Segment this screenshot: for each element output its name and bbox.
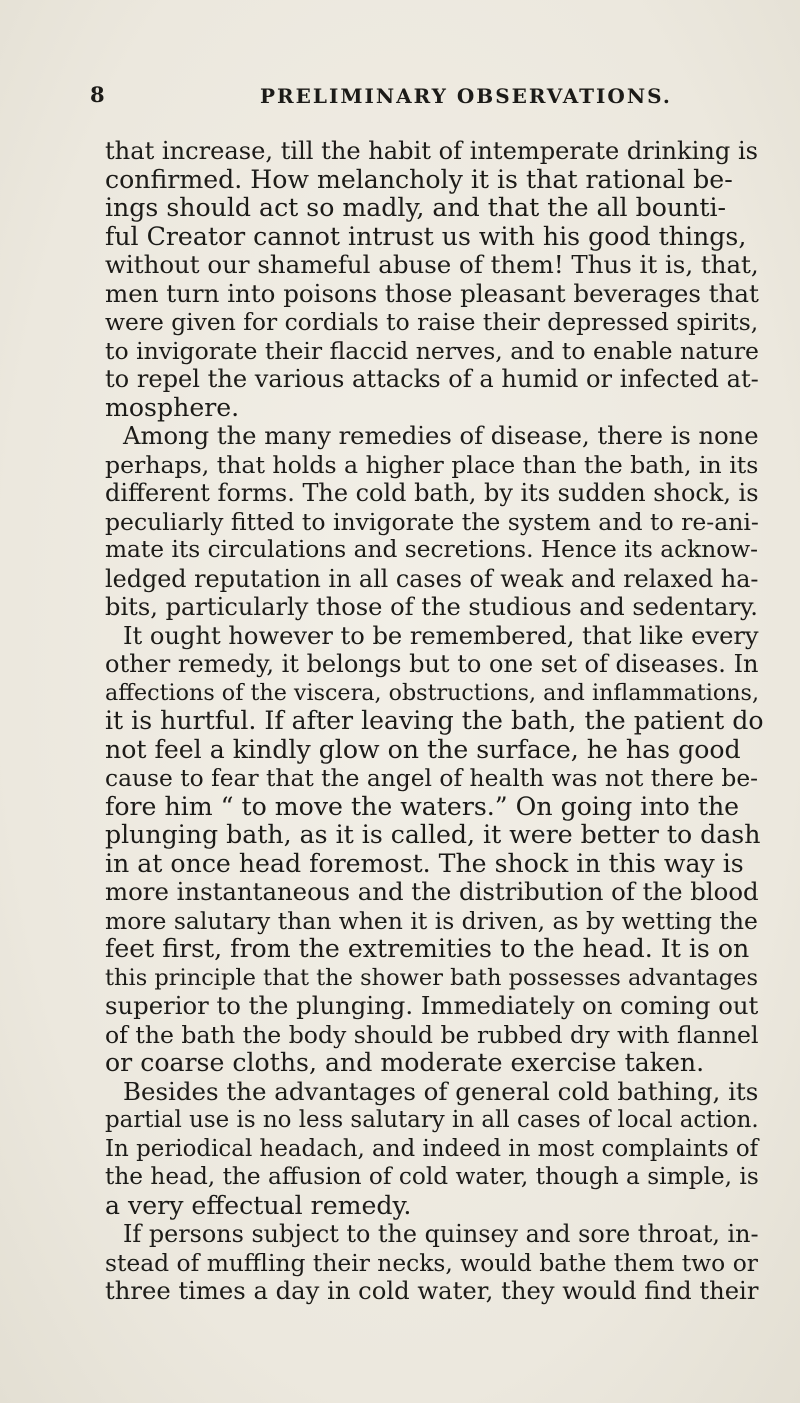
text-line: partial use is no less salutary in all cases of local action. bbox=[105, 1107, 759, 1133]
body-text bbox=[105, 137, 765, 1306]
text-line: perhaps, that holds a higher place than the bath, in its bbox=[105, 450, 759, 479]
text-line: bits, particularly those of the studious and sedentary. bbox=[105, 593, 758, 621]
text-line: feet first, from the extremities to the head. It is on bbox=[105, 935, 750, 963]
text-line: mate its circulations and secretions. Hence its acknow- bbox=[105, 536, 759, 563]
text-line: ings should act so madly, and that the all bounti- bbox=[105, 194, 727, 222]
text-line: confirmed. How melancholy it is that rational be- bbox=[105, 165, 733, 194]
text-line: in at once head foremost. The shock in this way is bbox=[105, 849, 744, 878]
text-line: If persons subject to the quinsey and sore throat, in- bbox=[123, 1220, 759, 1248]
running-title: PRELIMINARY OBSERVATIONS. bbox=[260, 84, 672, 108]
text-line: were given for cordials to raise their depressed spirits, bbox=[105, 308, 759, 336]
text-line: to repel the various attacks of a humid or infected at- bbox=[105, 365, 759, 393]
text-line: this principle that the shower bath possesses advantages bbox=[105, 964, 759, 991]
text-line: that increase, till the habit of intemperate drinking is bbox=[105, 137, 759, 165]
text-line: it is hurtful. If after leaving the bath, the patient do bbox=[105, 707, 764, 735]
text-line: of the bath the body should be rubbed dry with flannel bbox=[105, 1020, 759, 1049]
text-line: more salutary than when it is driven, as by wetting the bbox=[105, 906, 758, 935]
text-line: In periodical headach, and indeed in most complaints of bbox=[105, 1135, 759, 1162]
text-line: plunging bath, as it is called, it were better to dash bbox=[105, 821, 761, 849]
text-line: superior to the plunging. Immediately on coming out bbox=[105, 992, 759, 1020]
text-line: the head, the affusion of cold water, though a simple, is bbox=[105, 1163, 759, 1190]
text-line: without our shameful abuse of them! Thus it is, that, bbox=[105, 251, 759, 279]
text-line: It ought however to be remembered, that like every bbox=[123, 621, 759, 650]
text-line: or coarse cloths, and moderate exercise taken. bbox=[105, 1049, 705, 1077]
text-line: different forms. The cold bath, by its sudden shock, is bbox=[105, 479, 759, 507]
text-line: not feel a kindly glow on the surface, he has good bbox=[105, 735, 741, 764]
text-line: stead of muffling their necks, would bathe them two or bbox=[105, 1248, 758, 1277]
text-line: cause to fear that the angel of health was not there be- bbox=[105, 764, 759, 792]
text-line: ful Creator cannot intrust us with his good things, bbox=[105, 222, 747, 251]
text-line: men turn into poisons those pleasant beverages that bbox=[105, 279, 759, 308]
text-line: peculiarly fitted to invigorate the system and to re-ani- bbox=[105, 507, 759, 536]
text-line: Besides the advantages of general cold bathing, its bbox=[123, 1077, 759, 1106]
text-line: fore him “ to move the waters.” On going into the bbox=[105, 792, 740, 821]
text-line: affections of the viscera, obstructions, and inflammations, bbox=[105, 679, 760, 706]
page-header bbox=[90, 82, 730, 112]
text-line: three times a day in cold water, they would find their bbox=[105, 1277, 759, 1305]
text-line: mosphere. bbox=[105, 393, 240, 422]
text-line: to invigorate their flaccid nerves, and to enable nature bbox=[105, 336, 759, 365]
text-line: ledged reputation in all cases of weak and relaxed ha- bbox=[105, 564, 759, 593]
text-line: other remedy, it belongs but to one set of diseases. In bbox=[105, 650, 759, 678]
text-line: more instantaneous and the distribution of the blood bbox=[105, 878, 759, 906]
text-line: Among the many remedies of disease, there is none bbox=[123, 422, 759, 450]
page-number: 8 bbox=[90, 82, 105, 107]
text-line: a very effectual remedy. bbox=[105, 1191, 412, 1220]
